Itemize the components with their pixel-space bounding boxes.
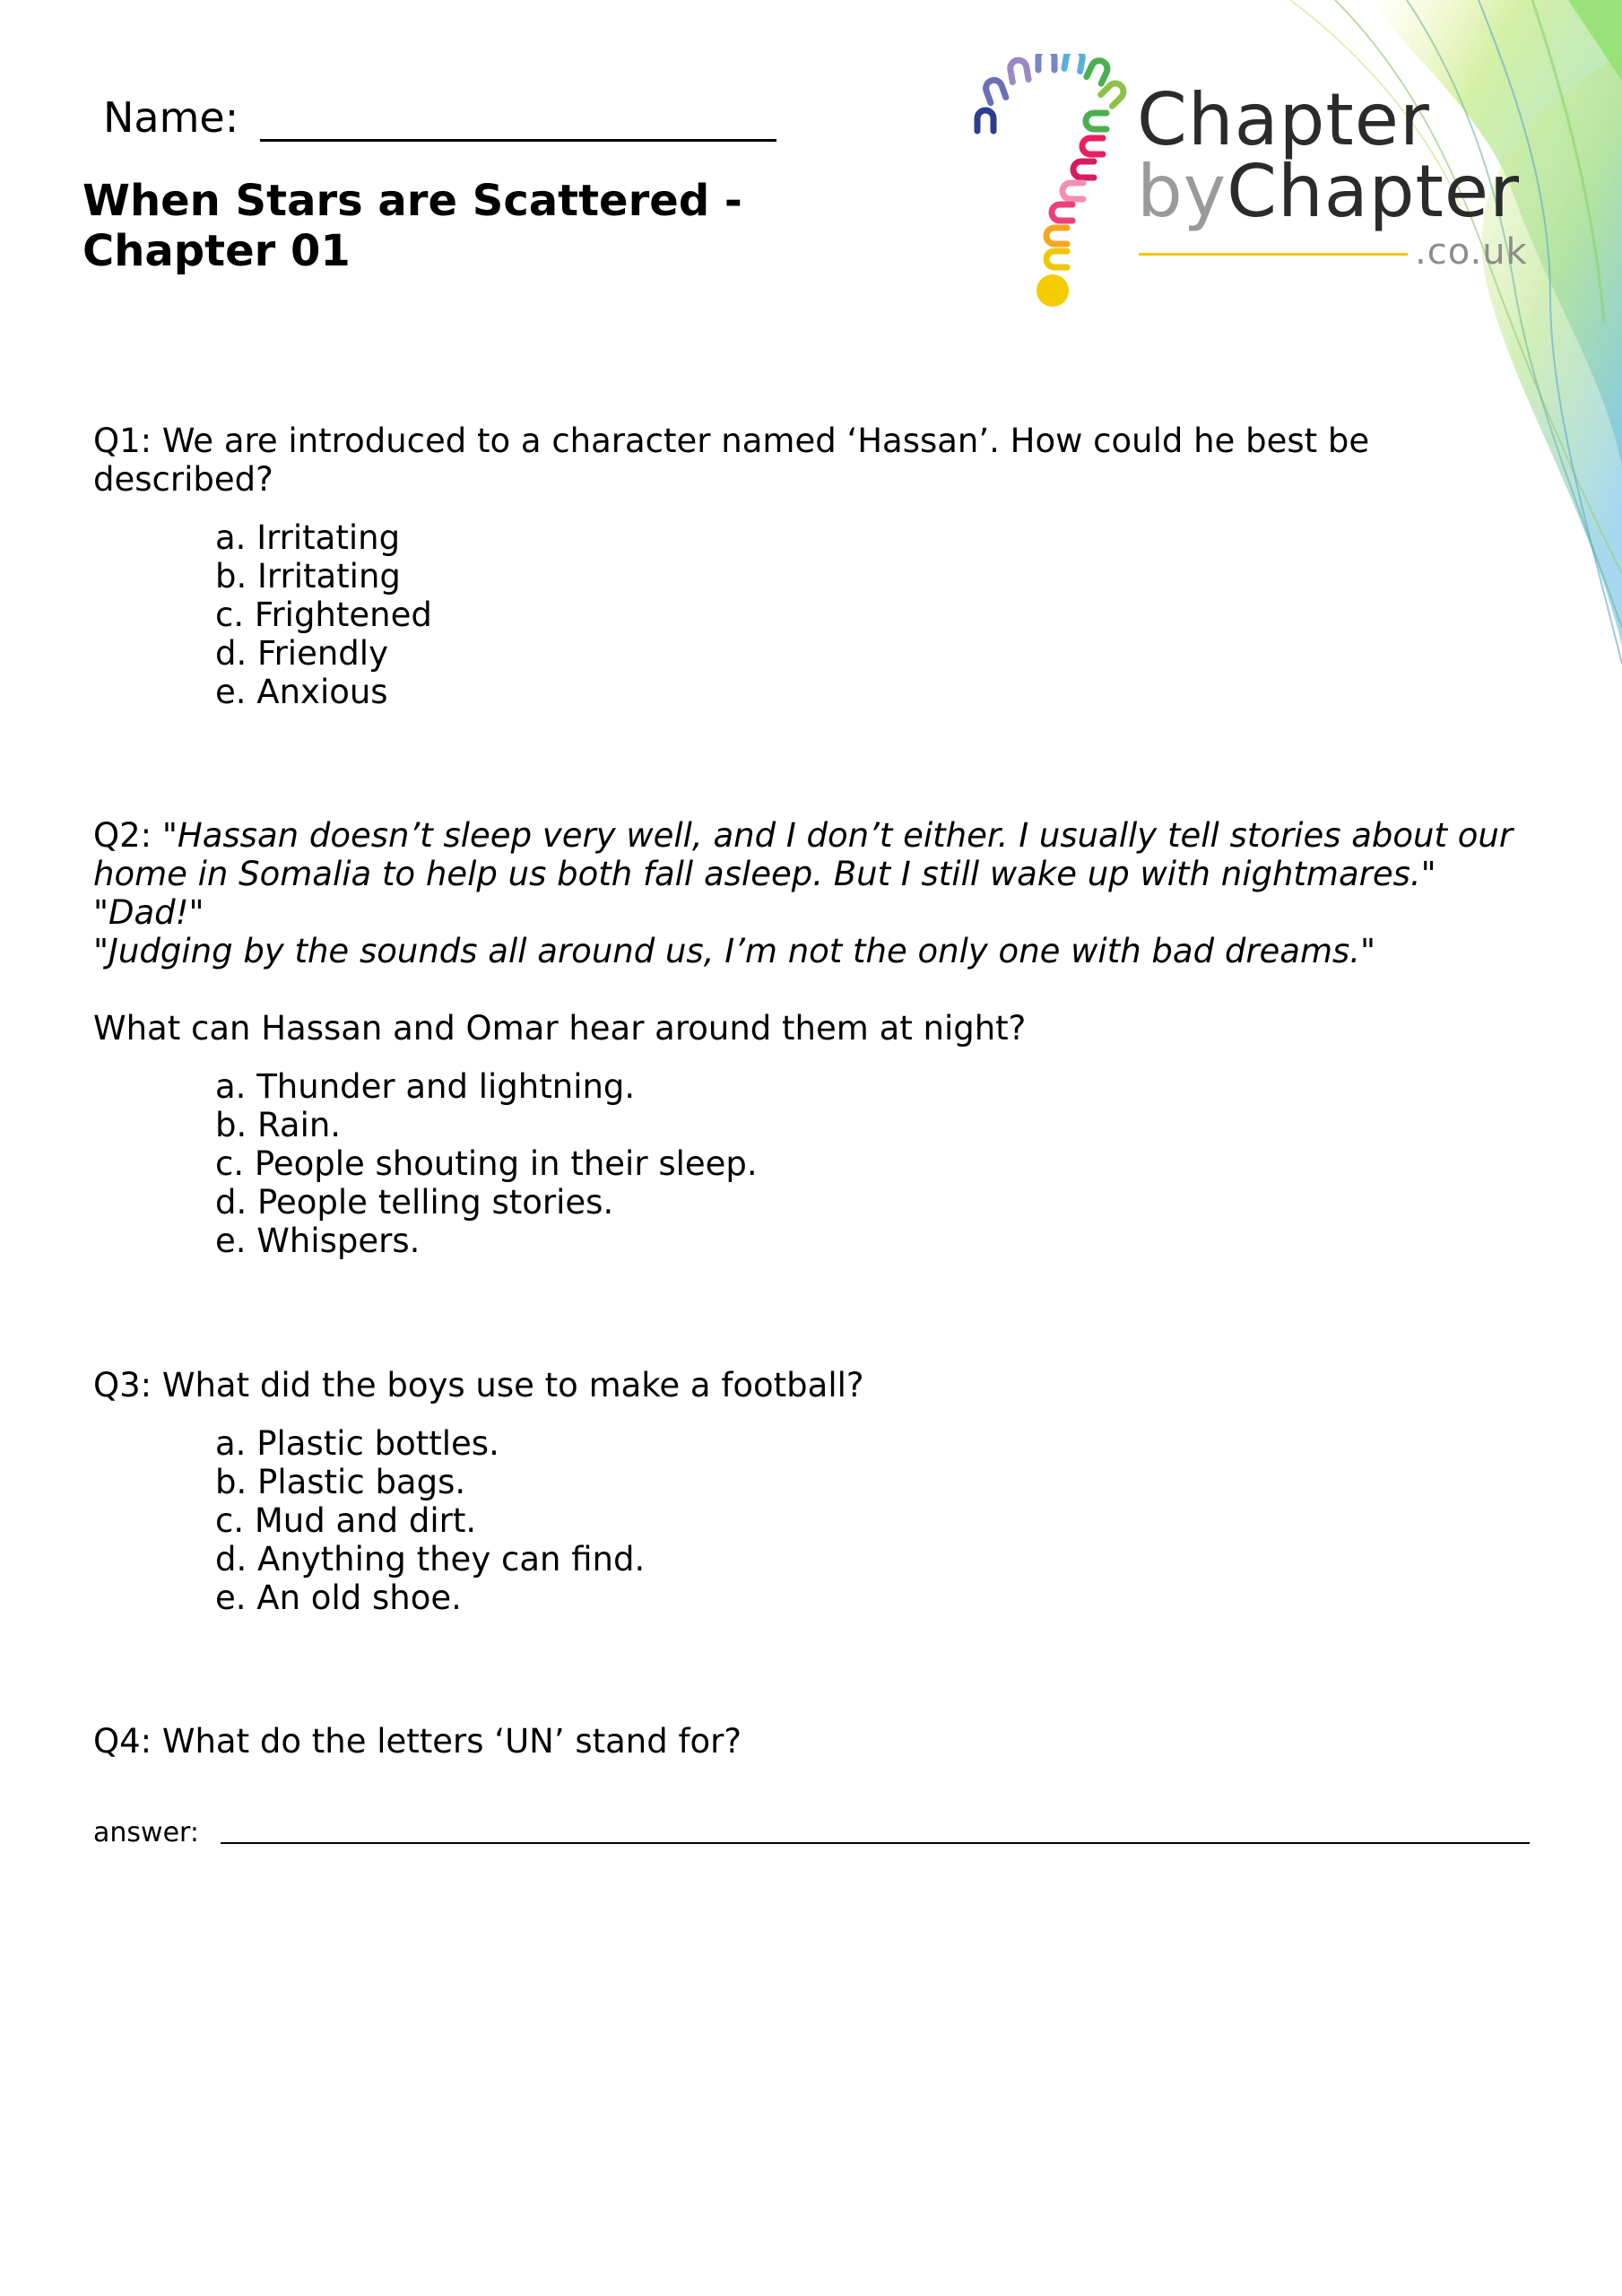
logo-underline: [1139, 253, 1408, 256]
question-3-options: [215, 1424, 645, 1617]
question-4: [93, 1722, 1546, 1761]
option-item[interactable]: c. Mud and dirt.: [215, 1501, 477, 1540]
option-item[interactable]: c. People shouting in their sleep.: [215, 1144, 758, 1183]
name-field-row: [103, 93, 776, 142]
quote-text: "Dad!": [93, 893, 204, 932]
question-2-options: [215, 1067, 758, 1260]
question-2-prompt: What can Hassan and Omar hear around them at night?: [93, 1009, 1027, 1048]
logo-chapter: Chapter: [1227, 150, 1520, 233]
question-1: [93, 422, 1546, 499]
option-item[interactable]: d. Friendly: [215, 634, 388, 673]
question-1-prompt: Q1: We are introduced to a character named ‘Hassan’. How could he best be described?: [93, 422, 1370, 499]
question-2: [93, 816, 1546, 1048]
option-item[interactable]: b. Irritating: [215, 557, 401, 596]
quote-text: "Judging by the sounds all around us, I’m not the only one with bad dreams.": [93, 932, 1376, 970]
question-2-prefix: Q2:: [93, 816, 162, 855]
name-input-line[interactable]: [260, 94, 776, 142]
option-item[interactable]: e. Whispers.: [215, 1222, 421, 1260]
question-2-quote-line-1: [93, 816, 1546, 855]
option-item[interactable]: a. Thunder and lightning.: [215, 1067, 636, 1106]
question-3: [93, 1366, 1546, 1405]
option-item[interactable]: b. Rain.: [215, 1106, 342, 1144]
worksheet-title: When Stars are Scattered - Chapter 01: [82, 176, 742, 276]
question-1-options: [215, 518, 432, 711]
option-item[interactable]: c. Frightened: [215, 596, 432, 634]
quote-text: home in Somalia to help us both fall asleep. But I still wake up with nightmares.": [93, 855, 1436, 893]
logo-line-by-chapter: [1137, 150, 1520, 233]
option-item[interactable]: e. An old shoe.: [215, 1578, 462, 1617]
logo-by: by: [1137, 150, 1227, 233]
option-item[interactable]: a. Plastic bottles.: [215, 1424, 499, 1463]
answer-label: answer:: [93, 1817, 199, 1848]
logo-wordmark: [1137, 78, 1520, 233]
name-label: Name:: [103, 93, 239, 142]
question-4-prompt: Q4: What do the letters ‘UN’ stand for?: [93, 1722, 742, 1761]
logo-line-chapter: Chapter: [1137, 78, 1430, 161]
quote-text: "Hassan doesn’t sleep very well, and I don’t either. I usually tell stories about our: [161, 816, 1514, 855]
option-item[interactable]: d. People telling stories.: [215, 1183, 614, 1222]
answer-input-line[interactable]: [221, 1842, 1530, 1844]
option-item[interactable]: a. Irritating: [215, 518, 401, 557]
logo-domain: .co.uk: [1415, 231, 1528, 273]
question-3-prompt: Q3: What did the boys use to make a football?: [93, 1366, 864, 1405]
option-item[interactable]: e. Anxious: [215, 673, 388, 711]
option-item[interactable]: b. Plastic bags.: [215, 1463, 466, 1501]
option-item[interactable]: d. Anything they can find.: [215, 1540, 646, 1578]
